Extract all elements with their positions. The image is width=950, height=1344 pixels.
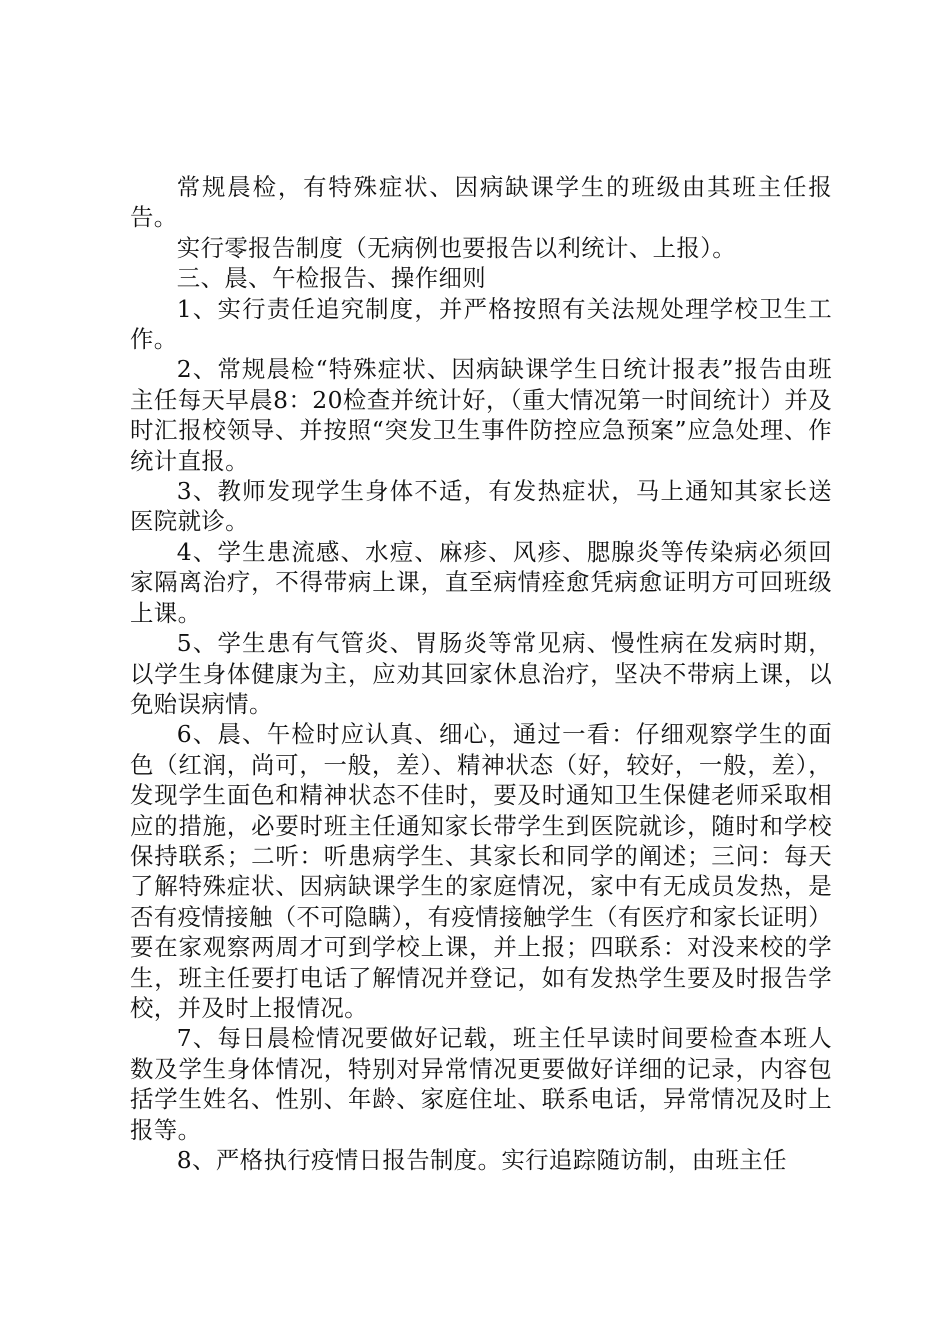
paragraph-item-8: 8、严格执行疫情日报告制度。实行追踪随访制，由班主任 xyxy=(176,1146,787,1174)
paragraph-item-5: 5、学生患有气管炎、胃肠炎等常见病、慢性病在发病时期，以学生身体健康为主，应劝其回家休息治疗，坚决不带病上课，以免贻误病情。 xyxy=(130,629,832,718)
paragraph-item-1: 1、实行责任追究制度，并严格按照有关法规处理学校卫生工作。 xyxy=(130,294,832,354)
document-body xyxy=(130,172,832,1175)
paragraph-zero-report: 实行零报告制度（无病例也要报告以利统计、上报）。 xyxy=(176,233,737,262)
paragraph-item-2: 2、常规晨检“特殊症状、因病缺课学生日统计报表”报告由班主任每天早晨8：20检查并统计好，（重大情况第一时间统计）并及时汇报校领导、并按照“突发卫生事件防控应急预案”应急处理、作统计直报。 xyxy=(130,355,832,475)
section-heading-3: 三、晨、午检报告、操作细则 xyxy=(176,264,487,293)
paragraph-item-4: 4、学生患流感、水痘、麻疹、风疹、腮腺炎等传染病必须回家隔离治疗，不得带病上课，直至病情痊愈凭病愈证明方可回班级上课。 xyxy=(130,537,832,627)
paragraph-morning-check: 常规晨检，有特殊症状、因病缺课学生的班级由其班主任报告。 xyxy=(130,173,832,232)
paragraph-item-3: 3、教师发现学生身体不适，有发热症状，马上通知其家长送医院就诊。 xyxy=(130,477,832,536)
paragraph-item-6: 6、晨、午检时应认真、细心，通过一看：仔细观察学生的面色（红润，尚可，一般，差）、精神状态（好，较好，一般，差），发现学生面色和精神状态不佳时，要及时通知卫生保健老师采取相应的措施，必要时班主任通知家长带学生到医院就诊，随时和学校保持联系；二听：听患病学生、其家长和同学的阐述；三问：每天了解特殊症状、因病缺课学生的家庭情况，家中有无成员发热，是否有疫情接触（不可隐瞒），有疫情接触学生（有医疗和家长证明）要在家观察两周才可到学校上课，并上报；四联系：对没来校的学生，班主任要打电话了解情况并登记，如有发热学生要及时报告学校，并及时上报情况。 xyxy=(130,720,833,1022)
paragraph-item-7: 7、每日晨检情况要做好记载，班主任早读时间要检查本班人数及学生身体情况，特别对异常情况更要做好详细的记录，内容包括学生姓名、性别、年龄、家庭住址、联系电话，异常情况及时上报等。 xyxy=(130,1024,832,1144)
